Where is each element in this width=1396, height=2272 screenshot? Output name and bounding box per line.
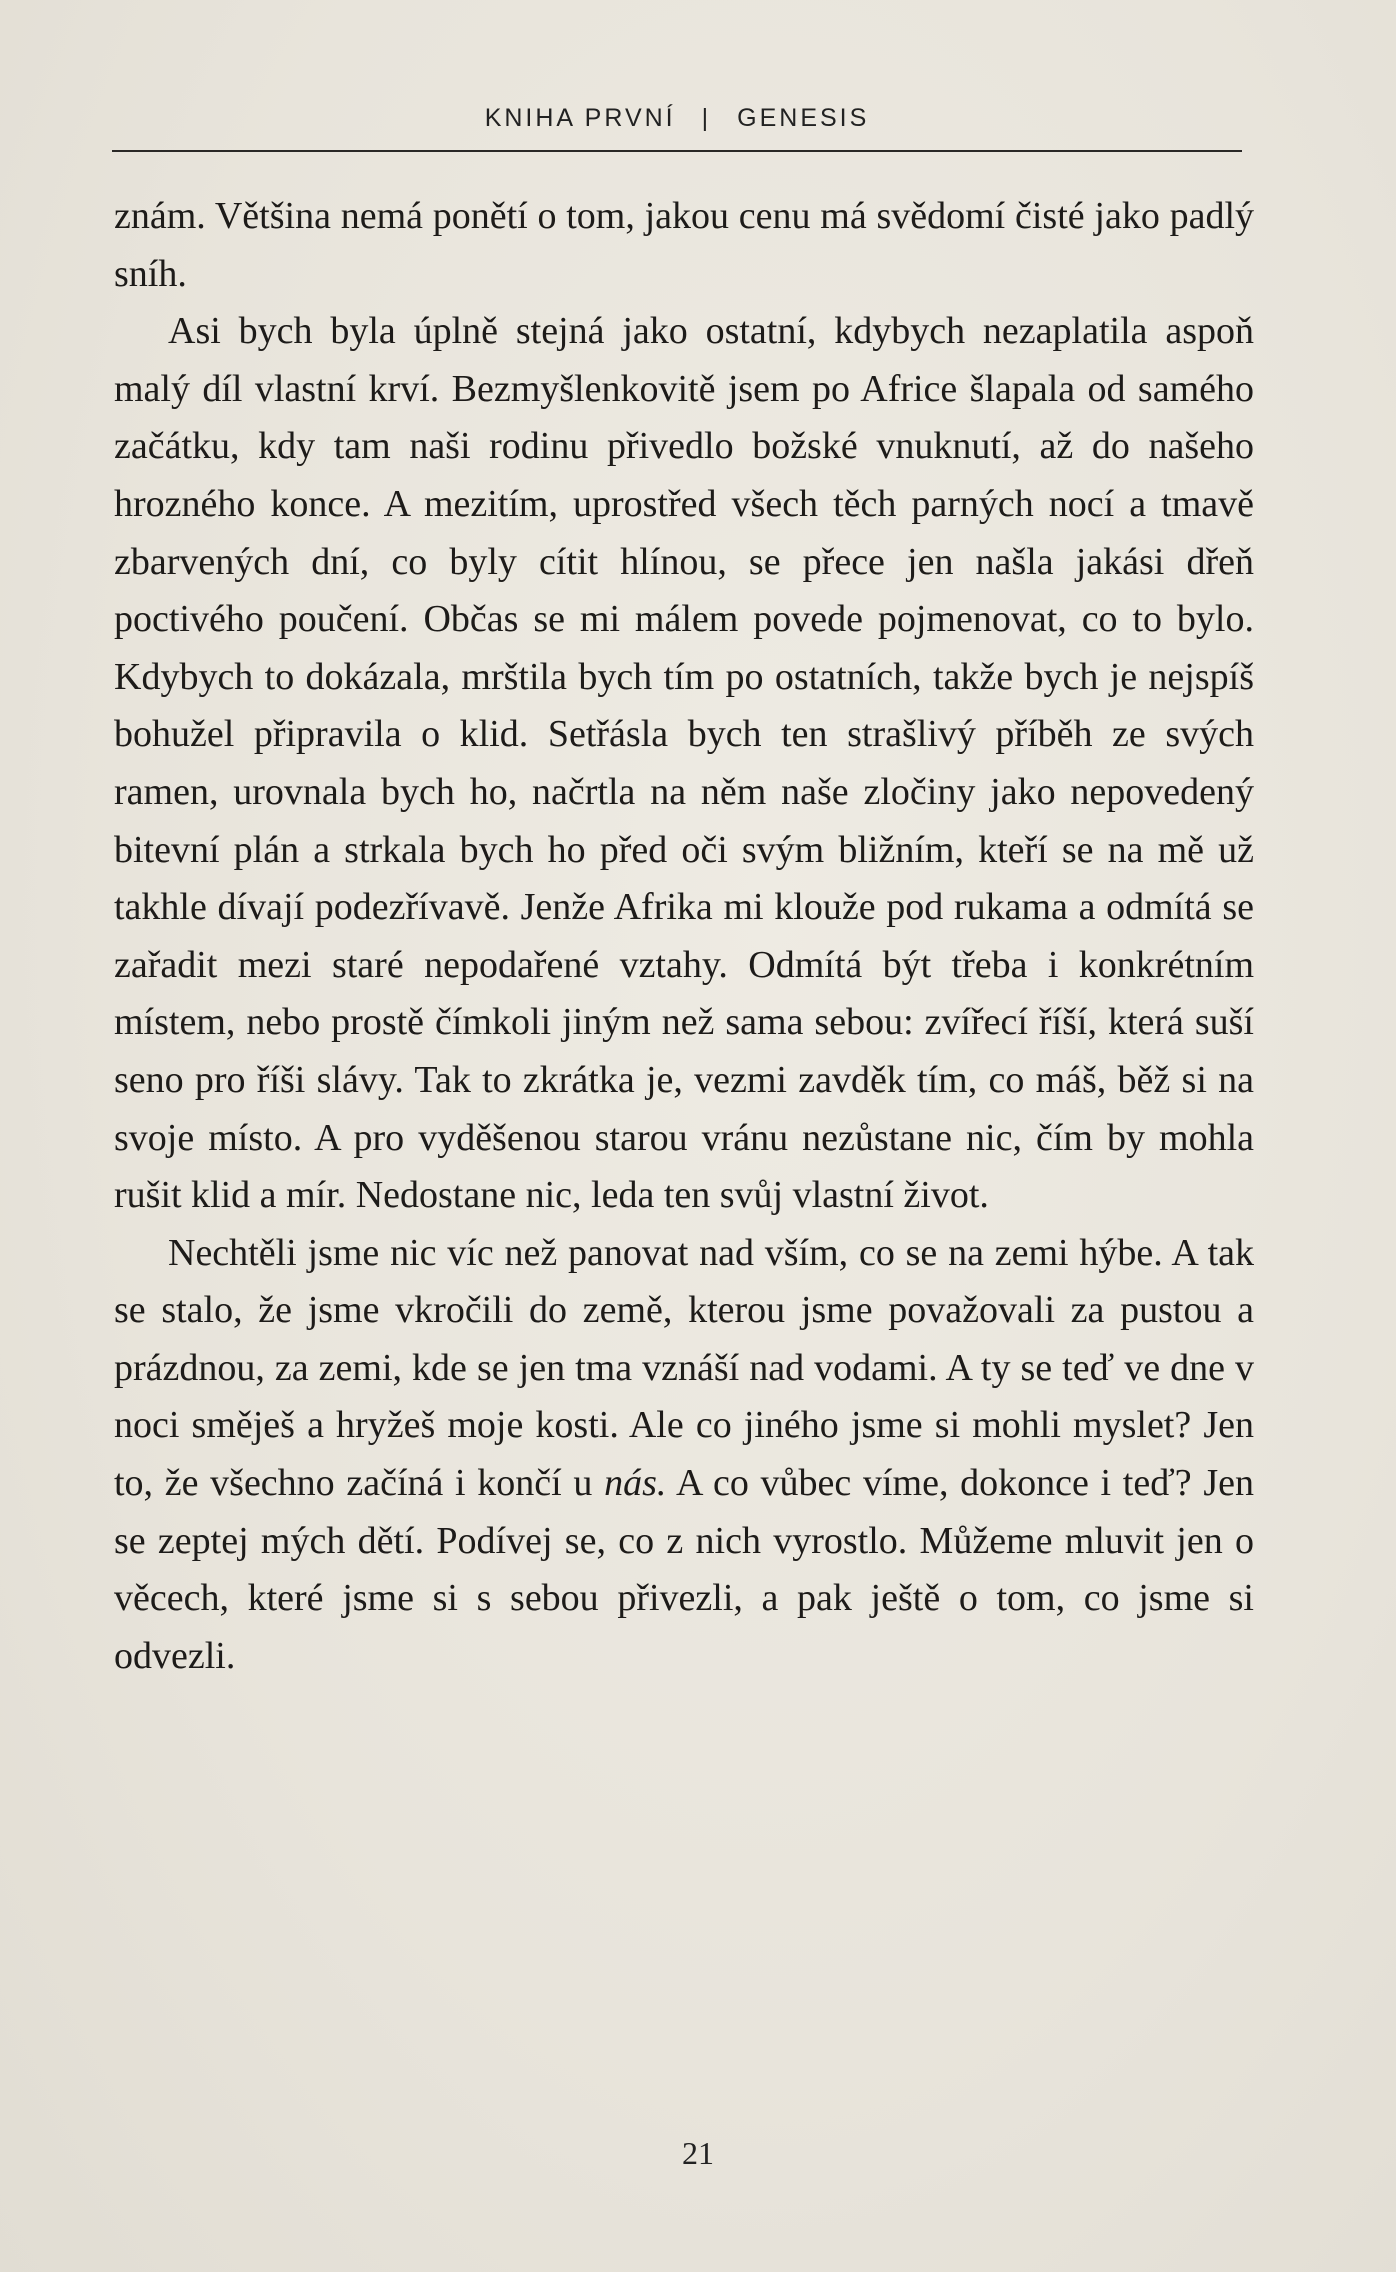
body-text bbox=[114, 188, 1254, 1685]
paragraph: Asi bych byla úplně stejná jako ostatní, kdybych nezaplatila aspoň malý díl vlastní krví. Bezmyšlenkovitě jsem po Africe šlapala od samého začátku, kdy tam naši rodinu přivedlo božské vnuknutí, až do našeho hrozného konce. A mezitím, uprostřed všech těch parných nocí a tmavě zbarvených dní, co byly cítit hlínou, se přece jen našla jakási dřeň poctivého poučení. Občas se mi málem povede pojmenovat, co to bylo. Kdybych to dokázala, mrštila bych tím po ostatních, takže bych je nejspíš bohužel připravila o klid. Setřásla bych ten strašlivý příběh ze svých ramen, urovnala bych ho, načrtla na něm naše zločiny jako nepovedený bitevní plán a strkala bych ho před oči svým bližním, kteří se na mě už takhle dívají podezřívavě. Jenže Afrika mi klouže pod rukama a odmítá se zařadit mezi staré nepodařené vztahy. Odmítá být třeba i konkrétním místem, nebo prostě čímkoli jiným než sama sebou: zvířecí říší, která suší seno pro říši slávy. Tak to zkrátka je, vezmi zavděk tím, co máš, běž si na svoje místo. A pro vyděšenou starou vránu nezůstane nic, čím by mohla rušit klid a mír. Nedostane nic, leda ten svůj vlastní život. bbox=[114, 310, 1254, 1217]
header-rule bbox=[112, 150, 1242, 152]
running-head bbox=[112, 104, 1242, 133]
paragraph-text: Nechtěli jsme nic víc než panovat nad vším, co se na zemi hýbe. A tak se stalo, že jsme vkročili do země, kterou jsme považovali za pustou a prázdnou, za zemi, kde se jen tma vznáší nad vodami. A ty se teď ve dne v noci směješ a hryžeš moje kosti. Ale co jiného jsme si mohli myslet? Jen to, že všechno začíná i končí u bbox=[114, 1231, 1254, 1505]
page-number: 21 bbox=[682, 2135, 714, 2171]
paragraph-text: A co vůbec víme, dokonce i teď? Jen se zeptej mých dětí. Podívej se, co z nich vyrostlo. Můžeme mluvit jen o věcech, které jsme si s sebou přivezli, a pak ještě o tom, co jsme si odvezli. bbox=[114, 1462, 1254, 1677]
running-head-book: KNIHA PRVNÍ bbox=[484, 104, 676, 132]
running-head-separator: | bbox=[701, 104, 712, 132]
paragraph-continued: znám. Většina nemá ponětí o tom, jakou cenu má svědomí čisté jako padlý sníh. bbox=[114, 195, 1254, 295]
paragraph bbox=[114, 1225, 1254, 1686]
running-head-section: GENESIS bbox=[737, 104, 870, 132]
emphasis-text: nás. bbox=[604, 1462, 667, 1505]
